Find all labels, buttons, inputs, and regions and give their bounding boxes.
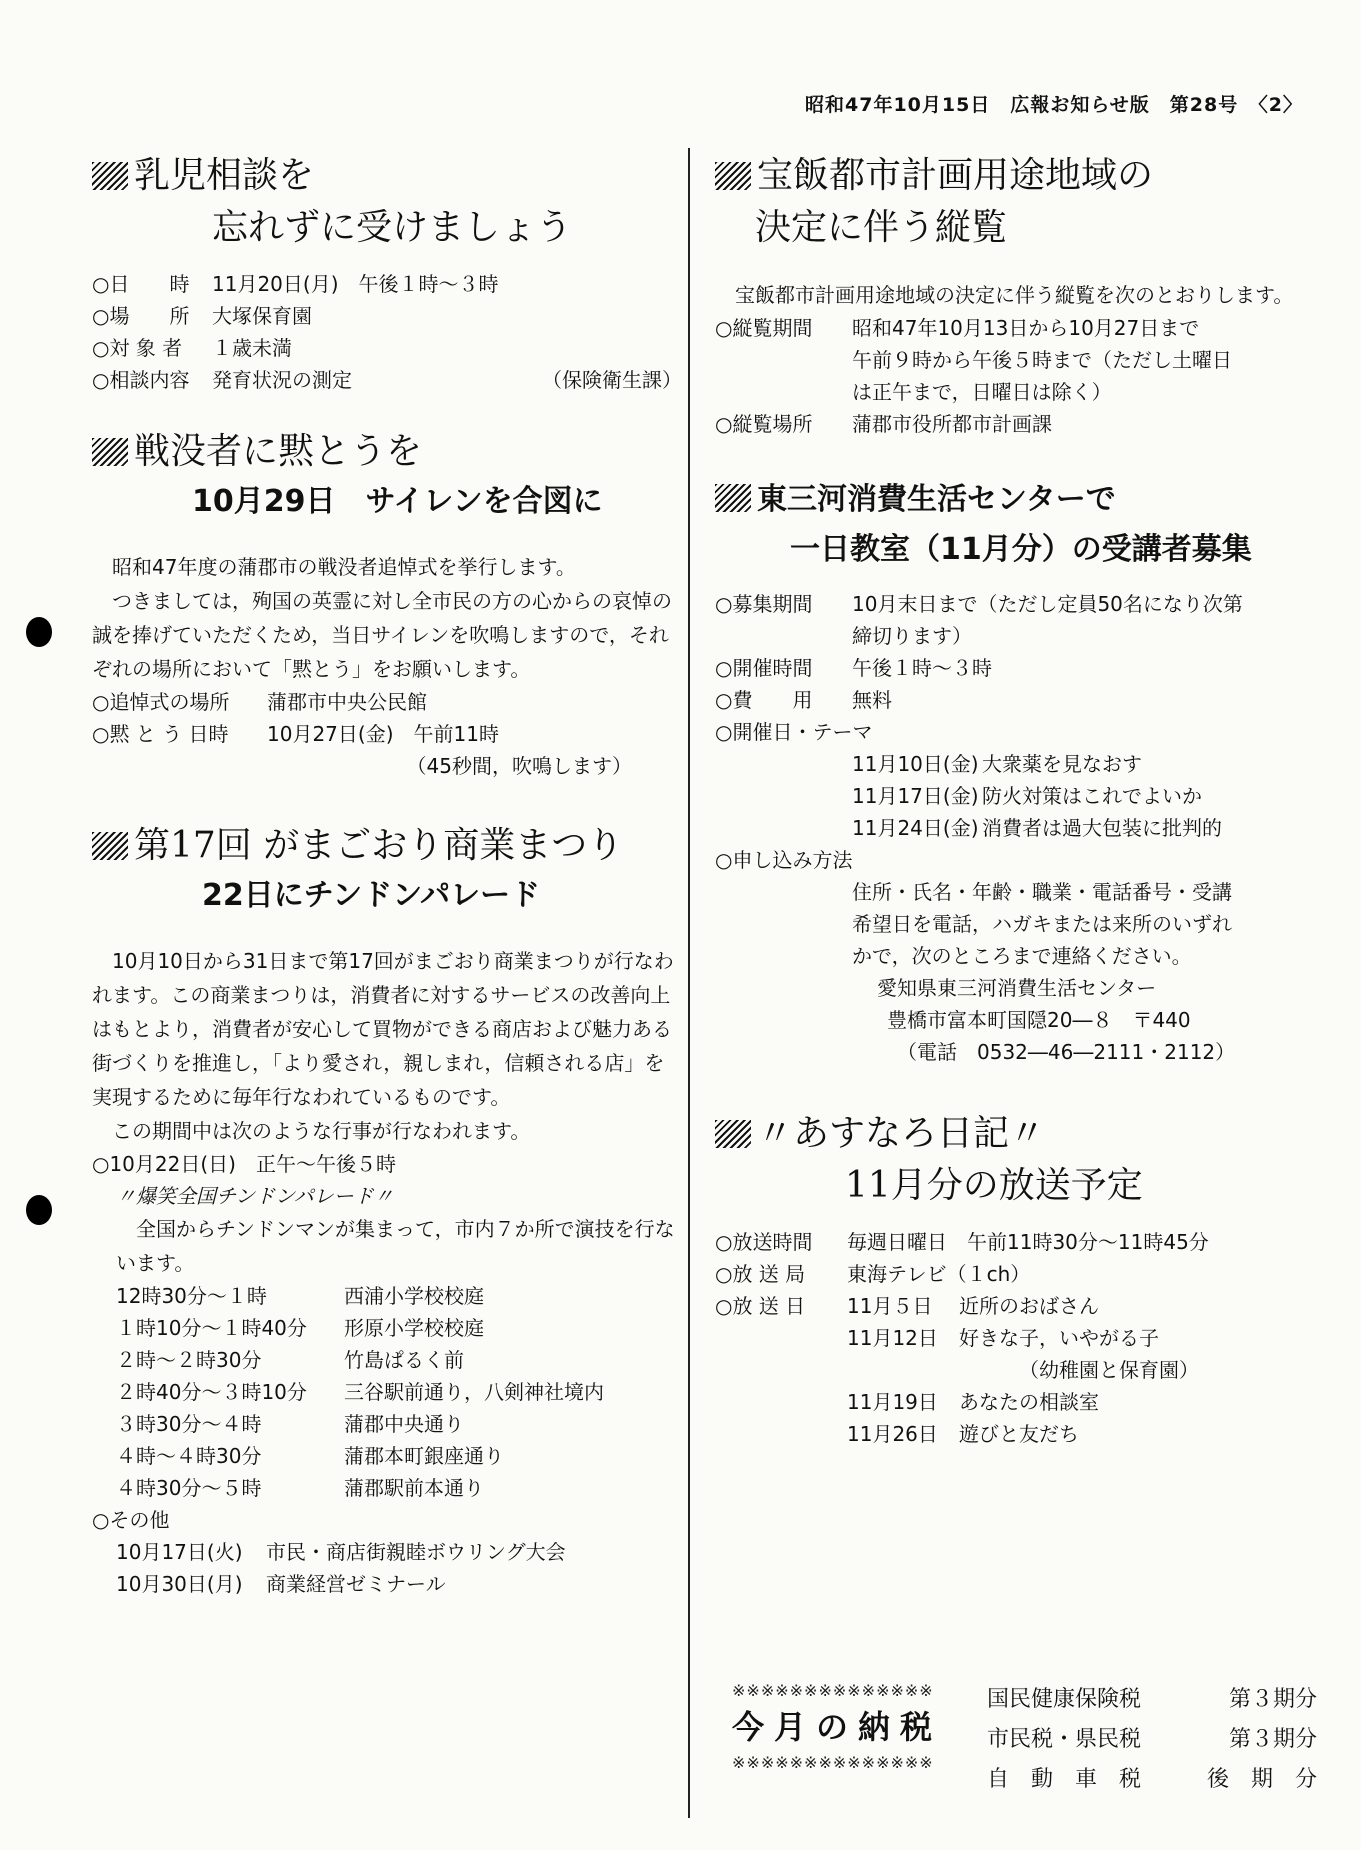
- section-title: 〃あすなろ日記〃: [757, 1113, 1046, 1154]
- paragraph: この期間中は次のような行事が行なわれます。: [112, 1119, 531, 1143]
- event-description: 全国からチンドンマンが集まって，市内７か所で演技を行ないます。: [116, 1217, 675, 1275]
- schedule-row: ２時～２時30分 竹島ぱるく前: [116, 1348, 464, 1372]
- section-title: 宝飯都市計画用途地域の: [757, 155, 1154, 196]
- hatch-icon: [92, 438, 128, 466]
- info-row: ○費 用 無料: [715, 688, 892, 712]
- tax-title: 今月の納税: [732, 1708, 943, 1746]
- info-row: ○追悼式の場所 蒲郡市中央公民館: [92, 690, 427, 714]
- parade-schedule: [92, 1280, 682, 1504]
- hatch-icon: [715, 484, 751, 512]
- tax-row: 市民税・県民税 第３期分: [987, 1727, 1317, 1752]
- hatch-icon: [715, 162, 751, 190]
- dept-note: （保険衛生課）: [542, 368, 682, 392]
- tax-list: [987, 1680, 1317, 1800]
- info-row: ○場 所 大塚保育園: [92, 304, 312, 328]
- section-subtitle: 22日にチンドンパレード: [202, 878, 541, 913]
- section-subtitle: 10月29日 サイレンを合図に: [192, 484, 603, 519]
- other-event-row: 10月30日(月) 商業経営ゼミナール: [116, 1572, 446, 1596]
- schedule-row: １時10分～１時40分 形原小学校校庭: [116, 1316, 484, 1340]
- schedule-row: ２時40分～３時10分 三谷駅前通り，八剣神社境内: [116, 1380, 604, 1404]
- section-zoning-inspection: [715, 150, 1315, 440]
- section-infant-consultation: [92, 150, 682, 396]
- paragraph: つきましては，殉国の英霊に対し全市民の方の心からの哀悼の誠を捧げていただくため，当日サイレンを吹鳴しますので，それぞれの場所において「黙とう」をお願いします。: [92, 589, 672, 681]
- program-row: 11月26日 遊びと友だち: [847, 1422, 1079, 1446]
- section-subtitle: 忘れずに受けましょう: [212, 207, 573, 248]
- tax-notice: [732, 1680, 1317, 1800]
- section-subtitle: 11月分の放送予定: [845, 1165, 1143, 1206]
- page-header: 昭和47年10月15日 広報お知らせ版 第28号 〈2〉: [805, 94, 1303, 116]
- tax-row: 国民健康保険税 第３期分: [987, 1687, 1317, 1712]
- info-row: ○相談内容 発育状況の測定 （保険衛生課）: [92, 364, 682, 396]
- org-name: 愛知県東三河消費生活センター: [877, 976, 1157, 1000]
- program-row: （幼稚園と保育園）: [1019, 1358, 1199, 1382]
- theme-label: ○開催日・テーマ: [715, 720, 873, 744]
- binder-hole-icon: [26, 1195, 52, 1225]
- org-phone: （電話 0532―46―2111・2112）: [897, 1040, 1236, 1064]
- section-title: 第17回 がまごおり商業まつり: [134, 825, 624, 866]
- info-row: ○放送時間 毎週日曜日 午前11時30分～11時45分: [715, 1230, 1209, 1254]
- info-row: ○縦覧期間 昭和47年10月13日から10月27日まで 午前９時から午後５時まで（ただし土曜日 は正午まで，日曜日は除く）: [715, 316, 1232, 404]
- theme-row: 11月10日(金) 大衆薬を見なおす: [852, 752, 1142, 776]
- schedule-row: ４時30分～５時 蒲郡駅前本通り: [116, 1476, 484, 1500]
- info-row: ○日 時 11月20日(月) 午後１時～３時: [92, 272, 499, 296]
- hatch-icon: [92, 162, 128, 190]
- schedule-row: ４時～４時30分 蒲郡本町銀座通り: [116, 1444, 504, 1468]
- info-row: ○放 送 局 東海テレビ（１ch）: [715, 1262, 1031, 1286]
- theme-list: [715, 748, 1315, 844]
- info-row: ○対 象 者 １歳未満: [92, 336, 292, 360]
- right-column: [715, 150, 1315, 1450]
- program-row: 11月５日 近所のおばさん: [847, 1294, 1099, 1318]
- theme-row: 11月24日(金) 消費者は過大包装に批判的: [852, 816, 1222, 840]
- program-row: 11月19日 あなたの相談室: [847, 1390, 1099, 1414]
- section-title: 戦没者に黙とうを: [134, 431, 423, 472]
- other-event-row: 10月17日(火) 市民・商店街親睦ボウリング大会: [116, 1540, 566, 1564]
- org-address: 豊橋市富本町国隠20―８ 〒440: [887, 1008, 1191, 1032]
- hatch-icon: [715, 1120, 751, 1148]
- theme-row: 11月17日(金) 防火対策はこれでよいか: [852, 784, 1202, 808]
- event-date: ○10月22日(日) 正午～午後５時: [92, 1152, 396, 1176]
- hatch-icon: [92, 832, 128, 860]
- info-row: ○開催時間 午後１時～３時: [715, 656, 992, 680]
- section-title: 乳児相談を: [134, 155, 315, 196]
- star-border-top: ※※※※※※※※※※※※※※: [732, 1681, 934, 1700]
- star-border-bottom: ※※※※※※※※※※※※※※: [732, 1753, 934, 1772]
- program-row: 11月12日 好きな子，いやがる子: [847, 1326, 1159, 1350]
- section-memorial-silence: [92, 426, 682, 782]
- section-consumer-center: [715, 474, 1315, 1068]
- section-asunaro-diary: [715, 1108, 1315, 1450]
- schedule-row: ３時30分～４時 蒲郡中央通り: [116, 1412, 464, 1436]
- info-row: ○募集期間 10月末日まで（ただし定員50名になり次第 締切ります）: [715, 592, 1243, 648]
- section-subtitle: 決定に伴う縦覧: [755, 207, 1008, 248]
- info-row: ○黙 と う 日時 10月27日(金) 午前11時: [92, 722, 499, 746]
- info-row: ○放 送 日 11月５日 近所のおばさん 11月12日 好きな子，いやがる子 （幼稚園と保育園） 11月19日 あなたの相談室 11月26日 遊びと友だち: [715, 1290, 1315, 1450]
- section-subtitle: 一日教室（11月分）の受講者募集: [790, 532, 1252, 567]
- tax-row: 自 動 車 税 後 期 分: [987, 1767, 1317, 1792]
- paragraph: 10月10日から31日まで第17回がまごおり商業まつりが行なわれます。この商業まつりは，消費者に対するサービスの改善向上はもとより，消費者が安心して買物ができる商店および魅力ある街づくりを推進し，「より愛され，親しまれ，信頼される店」を実現するために毎年行なわれているものです。: [92, 949, 674, 1109]
- paragraph: 宝飯都市計画用途地域の決定に伴う縦覧を次のとおりします。: [735, 283, 1294, 307]
- other-label: ○その他: [92, 1508, 170, 1532]
- binder-hole-icon: [26, 617, 52, 647]
- left-column: [92, 150, 682, 1600]
- siren-note: （45秒間，吹鳴します）: [406, 754, 632, 778]
- schedule-row: 12時30分～１時 西浦小学校校庭: [116, 1284, 484, 1308]
- paragraph: 昭和47年度の蒲郡市の戦没者追悼式を挙行します。: [112, 555, 576, 579]
- column-divider: [688, 148, 690, 1818]
- event-name: 〃爆笑全国チンドンパレード〃: [116, 1184, 394, 1208]
- apply-label: ○申し込み方法: [715, 848, 853, 872]
- section-title: 東三河消費生活センターで: [757, 482, 1116, 517]
- info-row: ○縦覧場所 蒲郡市役所都市計画課: [715, 412, 1052, 436]
- section-commerce-festival: [92, 820, 682, 1600]
- apply-method: 住所・氏名・年齢・職業・電話番号・受講 希望日を電話，ハガキまたは来所のいずれ かで，次のところまで連絡ください。 愛知県東三河消費生活センター 豊橋市富本町国隠20―８ 〒440 （電話 0532―46―2111・2112）: [715, 876, 1315, 1068]
